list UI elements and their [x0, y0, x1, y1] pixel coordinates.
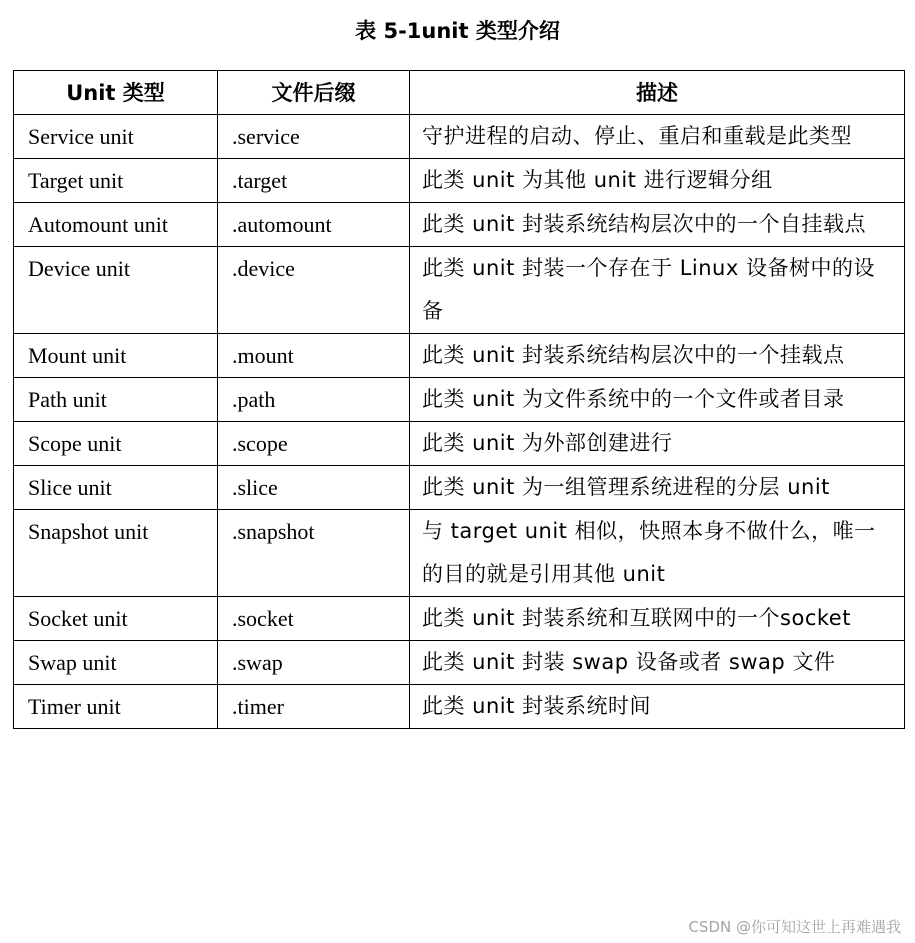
- table-row: [14, 466, 905, 510]
- unit-name-cell: Timer unit: [14, 685, 218, 729]
- header-description: 描述: [410, 71, 905, 115]
- header-unit-type: Unit 类型: [14, 71, 218, 115]
- file-suffix-cell: .path: [218, 378, 410, 422]
- table-row: [14, 685, 905, 729]
- table-row: [14, 247, 905, 334]
- description-cell: 此类 unit 为文件系统中的一个文件或者目录: [410, 378, 905, 422]
- header-file-suffix: 文件后缀: [218, 71, 410, 115]
- file-suffix-cell: .swap: [218, 641, 410, 685]
- file-suffix-cell: .mount: [218, 334, 410, 378]
- file-suffix-cell: .target: [218, 159, 410, 203]
- file-suffix-cell: .snapshot: [218, 510, 410, 597]
- file-suffix-cell: .socket: [218, 597, 410, 641]
- description-cell: 此类 unit 封装系统和互联网中的一个socket: [410, 597, 905, 641]
- table-row: [14, 597, 905, 641]
- unit-name-cell: Path unit: [14, 378, 218, 422]
- description-cell: 此类 unit 封装 swap 设备或者 swap 文件: [410, 641, 905, 685]
- description-cell: 此类 unit 为一组管理系统进程的分层 unit: [410, 466, 905, 510]
- unit-name-cell: Scope unit: [14, 422, 218, 466]
- unit-name-cell: Mount unit: [14, 334, 218, 378]
- description-cell: 此类 unit 为其他 unit 进行逻辑分组: [410, 159, 905, 203]
- table-header: [14, 71, 905, 115]
- unit-name-cell: Service unit: [14, 115, 218, 159]
- header-row: [14, 71, 905, 115]
- unit-name-cell: Target unit: [14, 159, 218, 203]
- table-row: [14, 334, 905, 378]
- table-row: [14, 203, 905, 247]
- description-cell: 守护进程的启动、停止、重启和重载是此类型: [410, 115, 905, 159]
- description-cell: 此类 unit 封装一个存在于 Linux 设备树中的设备: [410, 247, 905, 334]
- csdn-watermark: CSDN @你可知这世上再难遇我: [688, 918, 901, 936]
- file-suffix-cell: .device: [218, 247, 410, 334]
- unit-name-cell: Automount unit: [14, 203, 218, 247]
- table-row: [14, 115, 905, 159]
- unit-name-cell: Socket unit: [14, 597, 218, 641]
- file-suffix-cell: .scope: [218, 422, 410, 466]
- description-cell: 此类 unit 为外部创建进行: [410, 422, 905, 466]
- unit-name-cell: Swap unit: [14, 641, 218, 685]
- file-suffix-cell: .automount: [218, 203, 410, 247]
- description-cell: 与 target unit 相似，快照本身不做什么，唯一的目的就是引用其他 unit: [410, 510, 905, 597]
- description-cell: 此类 unit 封装系统结构层次中的一个挂载点: [410, 334, 905, 378]
- table-row: [14, 378, 905, 422]
- description-cell: 此类 unit 封装系统时间: [410, 685, 905, 729]
- table-row: [14, 641, 905, 685]
- table-row: [14, 422, 905, 466]
- file-suffix-cell: .slice: [218, 466, 410, 510]
- description-cell: 此类 unit 封装系统结构层次中的一个自挂载点: [410, 203, 905, 247]
- table-row: [14, 510, 905, 597]
- table-caption: 表 5-1unit 类型介绍: [355, 19, 560, 43]
- file-suffix-cell: .service: [218, 115, 410, 159]
- unit-name-cell: Slice unit: [14, 466, 218, 510]
- unit-name-cell: Snapshot unit: [14, 510, 218, 597]
- unit-types-table: [13, 70, 905, 729]
- table-body: [14, 115, 905, 729]
- table-row: [14, 159, 905, 203]
- file-suffix-cell: .timer: [218, 685, 410, 729]
- unit-name-cell: Device unit: [14, 247, 218, 334]
